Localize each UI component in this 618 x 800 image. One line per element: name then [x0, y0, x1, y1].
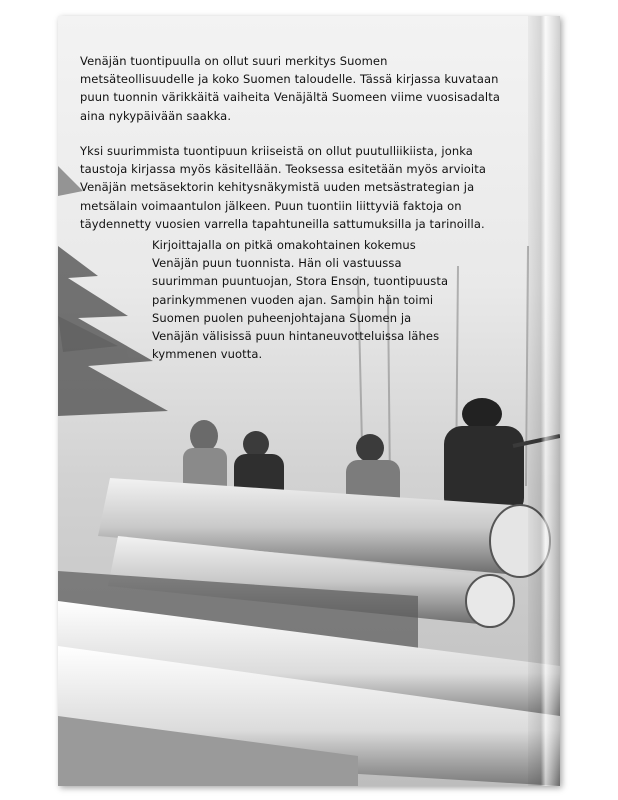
back-cover-paragraph-2: Yksi suurimmista tuontipuun kriiseistä on ollut puutulliikiista, jonka taustoja kirjassa myös käsitellään. Teoksessa esitetään myös arvioita Venäjän metsäsektorin kehitysnäkymistä uuden metsästrategian ja metsälain voimaantulon jälkeen. Puun tuontiin liittyviä faktoja on täydennetty vuosien varrella tapahtuneilla sattumuksilla ja tarinoilla.: [80, 144, 486, 231]
book-back-cover: [58, 16, 560, 786]
back-cover-paragraph-1: Venäjän tuontipuulla on ollut suuri merkitys Suomen metsäteollisuudelle ja koko Suomen taloudelle. Tässä kirjassa kuvataan puun tuonnin värikkäitä vaiheita Venäjältä Suomeen viime vuosisadalta aina nykypäivään saakka.: [80, 54, 500, 123]
spine-edge: [528, 16, 560, 786]
cover-photo-loggers-winter: [58, 16, 560, 786]
back-cover-paragraph-3: Kirjoittajalla on pitkä omakohtainen kokemus Venäjän puun tuonnista. Hän oli vastuussa suurimman puuntuojan, Stora Enson, tuontipuusta parinkymmenen vuoden ajan. Samoin hän toimi Suomen puolen puheenjohtajana Suomen ja Venäjän välisissä puun hintaneuvotteluissa lähes kymmenen vuotta.: [152, 238, 449, 362]
